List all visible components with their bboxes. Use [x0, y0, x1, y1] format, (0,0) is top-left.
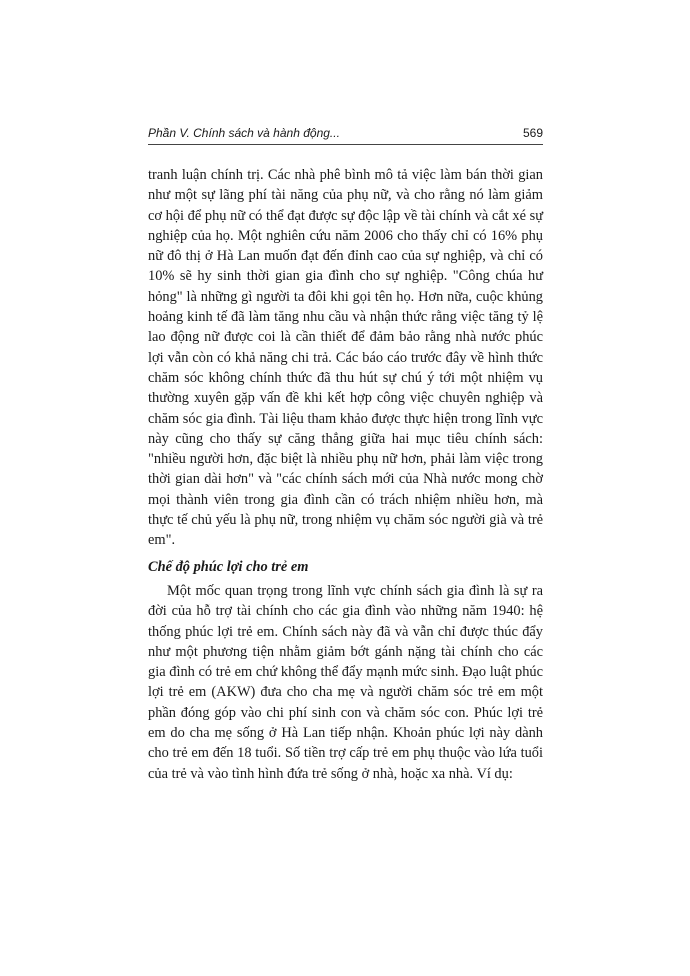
section-heading: Chế độ phúc lợi cho trẻ em — [148, 558, 309, 575]
page-number: 569 — [522, 126, 543, 140]
page-body — [148, 165, 543, 784]
body-paragraph-2: Một mốc quan trọng trong lĩnh vực chính sách gia đình là sự ra đời của hỗ trợ tài chính cho các gia đình vào những năm 1940: hệ thống phúc lợi trẻ em. Chính sách này đã và vẫn chỉ được thúc đẩy như một phương tiện nhằm giảm bớt gánh nặng tài chính cho các gia đình có trẻ em chứ không thể đẩy mạnh mức sinh. Đạo luật phúc lợi trẻ em (AKW) đưa cho cha mẹ và người chăm sóc trẻ em một phần đóng góp vào chi phí sinh con và chăm sóc con. Phúc lợi trẻ em do cha mẹ sống ở Hà Lan tiếp nhận. Khoản phúc lợi này dành cho trẻ em đến 18 tuổi. Số tiền trợ cấp trẻ em phụ thuộc vào lứa tuổi của trẻ và vào tình hình đứa trẻ sống ở nhà, hoặc xa nhà. Ví dụ: — [148, 582, 543, 782]
header-divider — [148, 144, 543, 145]
running-header-title: Phần V. Chính sách và hành động... — [148, 126, 340, 140]
body-paragraph-1: tranh luận chính trị. Các nhà phê bình mô tả việc làm bán thời gian như một sự lãng phí tài năng của phụ nữ, và cho rằng nó làm giảm cơ hội để phụ nữ có thể đạt được sự độc lập về tài chính và cắt xé sự nghiệp của họ. Một nghiên cứu năm 2006 cho thấy chỉ có 16% phụ nữ đô thị ở Hà Lan muốn đạt đến đỉnh cao của sự nghiệp, và chỉ có 10% sẽ hy sinh thời gian gia đình cho sự nghiệp. "Công chúa hư hỏng" là những gì người ta đôi khi gọi tên họ. Hơn nữa, cuộc khủng hoảng kinh tế đã làm tăng nhu cầu và nhận thức rằng việc tăng tỷ lệ lao động nữ được coi là cần thiết để đảm bảo rằng nhà nước phúc lợi vẫn còn có khả năng chi trả. Các báo cáo trước đây về hình thức chăm sóc không chính thức đã thu hút sự chú ý tới một nhiệm vụ thường xuyên gặp vấn đề khi kết hợp công việc chuyên nghiệp và chăm sóc gia đình. Tài liệu tham khảo được thực hiện trong lĩnh vực này cũng cho thấy sự căng thẳng giữa hai mục tiêu chính sách: "nhiều người hơn, đặc biệt là nhiều phụ nữ hơn, phải làm việc trong thời gian dài hơn" và "các chính sách mới của Nhà nước mong chờ mọi thành viên trong gia đình cần có trách nhiệm nhiều hơn, mà thực tế chủ yếu là phụ nữ, trong nhiệm vụ chăm sóc người già và trẻ em". — [148, 167, 543, 549]
running-header — [148, 124, 543, 142]
